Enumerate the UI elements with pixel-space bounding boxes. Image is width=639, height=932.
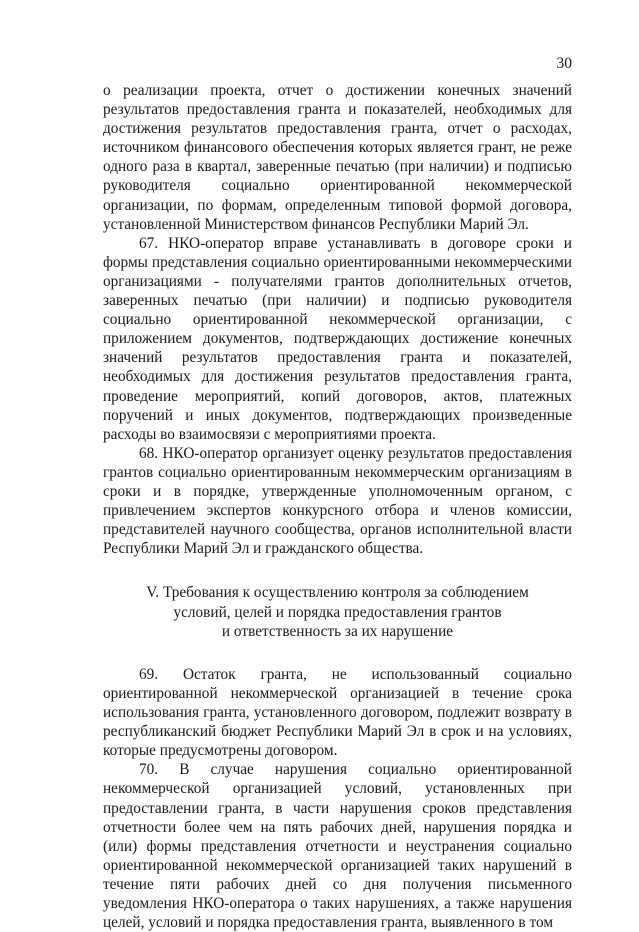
paragraph-69: 69. Остаток гранта, не использованный социально ориентированной некоммерческой организацией в течение срока использования гранта, установленного договором, подлежит возврату в республиканский бюджет Республики Марий Эл в срок и на условиях, которые предусмотрены договором. [103,665,572,760]
paragraph-67: 67. НКО-оператор вправе устанавливать в договоре сроки и формы представления социально ориентированными некоммерческими организациями - получателями грантов дополнительных отчетов, заверенных печатью (при наличии) и подписью руководителя социально ориентированной некоммерческой организации, с приложением документов, подтверждающих достижение конечных значений результатов предоставления гранта и показателей, необходимых для достижения результатов предоставления гранта, проведение мероприятий, копий договоров, актов, платежных поручений и иных документов, подтверждающих произведенные расходы во взаимосвязи с мероприятиями проекта. [103,234,572,443]
page-number: 30 [556,55,572,72]
section-heading-line-1: V. Требования к осуществлению контроля за соблюдением [146,584,529,602]
paragraph-70: 70. В случае нарушения социально ориентированной некоммерческой организацией условий, установленных при предоставлении гранта, в части нарушения сроков представления отчетности более чем на пять рабочих дней, нарушения порядка и (или) формы представления отчетности и неустранения социально ориентированной некоммерческой организацией таких нарушений в течение пяти рабочих дней со дня получения письменного уведомления НКО-оператора о таких нарушениях, а также нарушения целей, условий и порядка предоставления гранта, выявленного в том [103,761,572,932]
paragraph-continuation: о реализации проекта, отчет о достижении конечных значений результатов предоставления гранта и показателей, необходимых для достижения результатов предоставления гранта, отчет о расходах, источником финансового обеспечения которых является грант, не реже одного раза в квартал, заверенные печатью (при наличии) и подписью руководителя социально ориентированной некоммерческой организации, по формам, определенным типовой формой договора, установленной Министерством финансов Республики Марий Эл. [103,82,572,233]
section-heading-line-3: и ответственность за их нарушение [221,623,454,641]
section-heading [103,583,572,642]
document-body [103,81,572,932]
section-heading-line-2: условий, целей и порядка предоставления грантов [173,603,502,621]
paragraph-68: 68. НКО-оператор организует оценку результатов предоставления грантов социально ориентированным некоммерческим организациям в сроки и в порядке, утвержденные уполномоченным органом, с привлечением экспертов конкурсного отбора и членов комиссии, представителей научного сообщества, органов исполнительной власти Республики Марий Эл и гражданского общества. [103,444,572,558]
